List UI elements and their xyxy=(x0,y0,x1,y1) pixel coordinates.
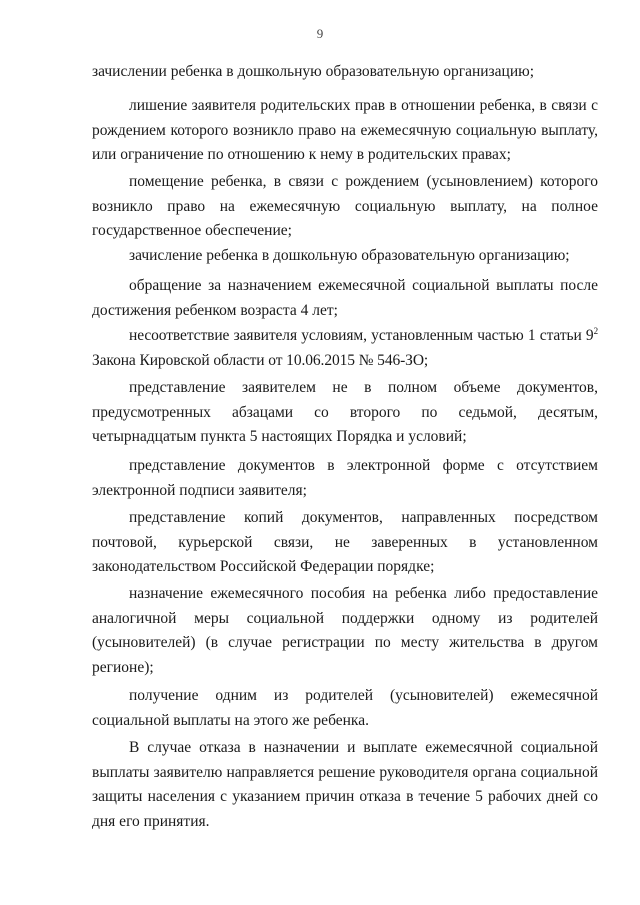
paragraph-state-support-placement: помещение ребенка, в связи с рождением (усыновлением) которого возникло право на ежемесячную социальную выплату, на полное государственное обеспечение; xyxy=(92,173,598,239)
article-superscript: 2 xyxy=(593,325,598,336)
paragraph-age-4-application: обращение за назначением ежемесячной социальной выплаты после достижения ребенком возраста 4 лет; xyxy=(92,277,598,319)
paragraph-refusal-decision: В случае отказа в назначении и выплате ежемесячной социальной выплаты заявителю направляется решение руководителя органа социальной защиты населения с указанием причин отказа в течение 5 рабочих дней со дня его принятия. xyxy=(92,739,598,830)
paragraph-preschool-enrollment: зачисление ребенка в дошкольную образовательную организацию; xyxy=(129,247,570,264)
noncompliance-text-end: Закона Кировской области от 10.06.2015 № 546-ЗО; xyxy=(92,351,429,369)
paragraph-electronic-signature: представление документов в электронной форме с отсутствием электронной подписи заявителя; xyxy=(92,457,598,499)
page-number: 9 xyxy=(316,26,324,41)
paragraph-uncertified-copies: представление копий документов, направленных посредством почтовой, курьерской связи, не заверенных в установленном законодательством Российской Федерации порядке; xyxy=(92,509,598,575)
noncompliance-text-start: несоответствие заявителя условиям, установленным частью 1 статьи 9 xyxy=(129,327,594,344)
paragraph-duplicate-payment: получение одним из родителей (усыновителей) ежемесячной социальной выплаты на этого же ребенка. xyxy=(92,687,598,729)
paragraph-deprivation-parental-rights: лишение заявителя родительских прав в отношении ребенка, в связи с рождением которого возникло право на ежемесячную социальную выплату, или ограничение по отношению к нему в родительских правах; xyxy=(92,97,598,163)
paragraph-noncompliance xyxy=(92,324,598,373)
paragraph-benefit-other-region: назначение ежемесячного пособия на ребенка либо предоставление аналогичной меры социальной поддержки одному из родителей (усыновителей) (в случае регистрации по месту жительства в другом регионе); xyxy=(92,585,598,676)
paragraph-continuation: зачислении ребенка в дошкольную образовательную организацию; xyxy=(92,63,535,80)
paragraph-incomplete-documents: представление заявителем не в полном объеме документов, предусмотренных абзацами со второго по седьмой, десятым, четырнадцатым пункта 5 настоящих Порядка и условий; xyxy=(92,379,598,445)
